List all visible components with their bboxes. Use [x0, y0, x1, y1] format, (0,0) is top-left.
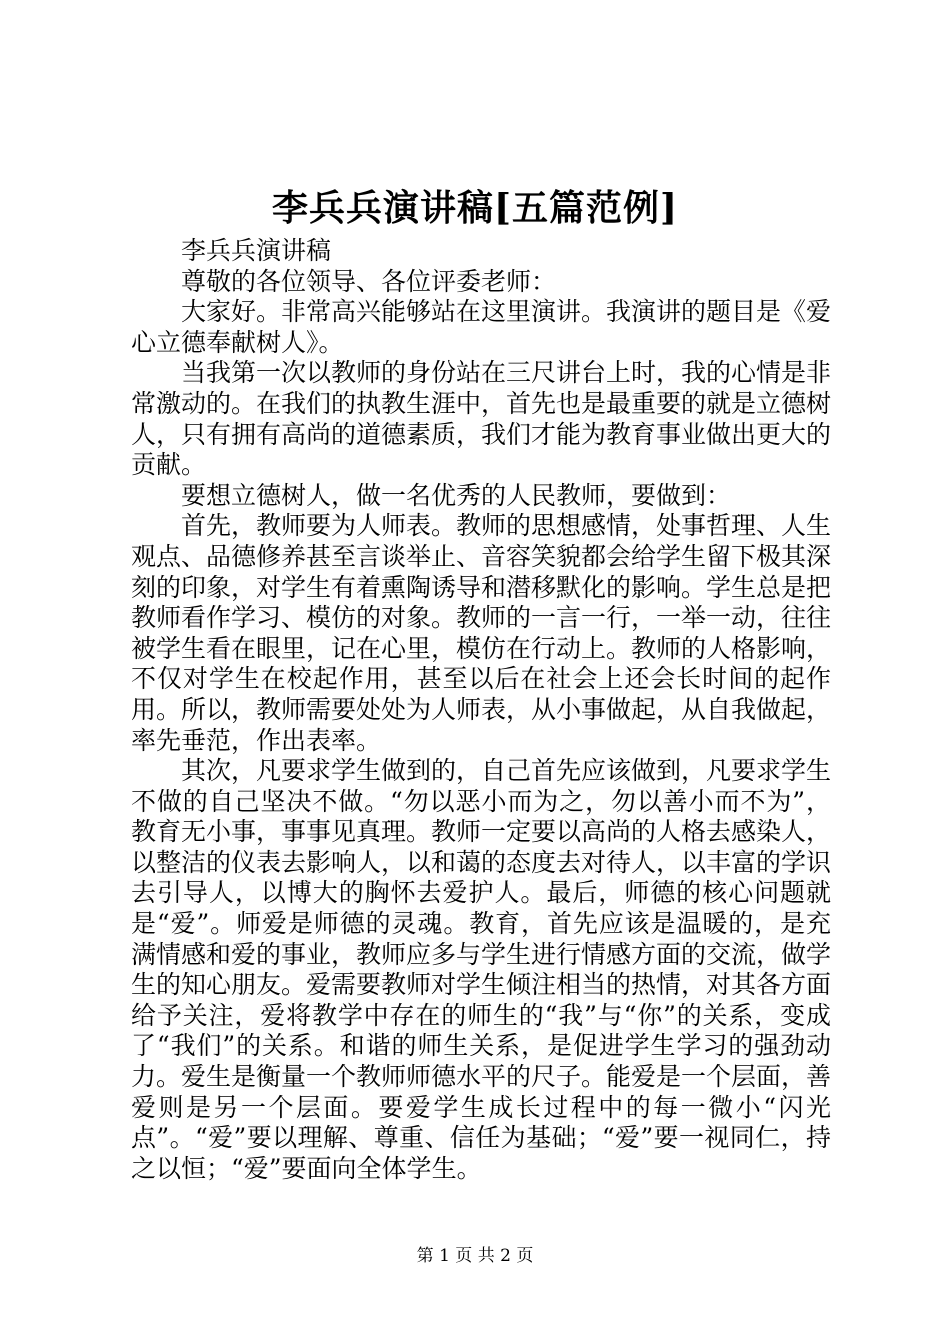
paragraph-first: 首先，教师要为人师表。教师的思想感情，处事哲理、人生观点、品德修养甚至言谈举止、音容笑貌都会给学生留下极其深刻的印象，对学生有着熏陶诱导和潜移默化的影响。学生总是把教师看作学习、模仿的对象。教师的一言一行，一举一动，往往被学生看在眼里，记在心里，模仿在行动上。教师的人格影响，不仅对学生在校起作用，甚至以后在社会上还会长时间的起作用。所以，教师需要处处为人师表，从小事做起，从自我做起，率先垂范，作出表率。 [131, 511, 832, 755]
document-body [131, 236, 831, 1184]
paragraph-greeting: 大家好。非常高兴能够站在这里演讲。我演讲的题目是《爱心立德奉献树人》。 [131, 297, 832, 357]
speech-title-line: 李兵兵演讲稿 [181, 236, 332, 265]
salutation: 尊敬的各位领导、各位评委老师： [181, 266, 557, 296]
page-number: 第 1 页 共 2 页 [416, 1246, 534, 1266]
paragraph-requirements: 要想立德树人，做一名优秀的人民教师，要做到： [181, 480, 732, 510]
document-title: 李兵兵演讲稿[五篇范例] [271, 187, 679, 229]
paragraph-intro: 当我第一次以教师的身份站在三尺讲台上时，我的心情是非常激动的。在我们的执教生涯中，首先也是最重要的就是立德树人，只有拥有高尚的道德素质，我们才能为教育事业做出更大的贡献。 [131, 358, 832, 480]
paragraph-second: 其次，凡要求学生做到的，自己首先应该做到，凡要求学生不做的自己坚决不做。“勿以恶小而为之，勿以善小而不为”，教育无小事，事事见真理。教师一定要以高尚的人格去感染人，以整洁的仪表去影响人，以和蔼的态度去对待人，以丰富的学识去引导人，以博大的胸怀去爱护人。最后，师德的核心问题就是“爱”。师爱是师德的灵魂。教育，首先应该是温暖的，是充满情感和爱的事业，教师应多与学生进行情感方面的交流，做学生的知心朋友。爱需要教师对学生倾注相当的热情，对其各方面给予关注，爱将教学中存在的师生的“我”与“你”的关系，变成了“我们”的关系。和谐的师生关系，是促进学生学习的强劲动力。爱生是衡量一个教师师德水平的尺子。能爱是一个层面，善爱则是另一个层面。要爱学生成长过程中的每一微小“闪光点”。“爱”要以理解、尊重、信任为基础；“爱”要一视同仁，持之以恒；“爱”要面向全体学生。 [131, 756, 832, 1183]
